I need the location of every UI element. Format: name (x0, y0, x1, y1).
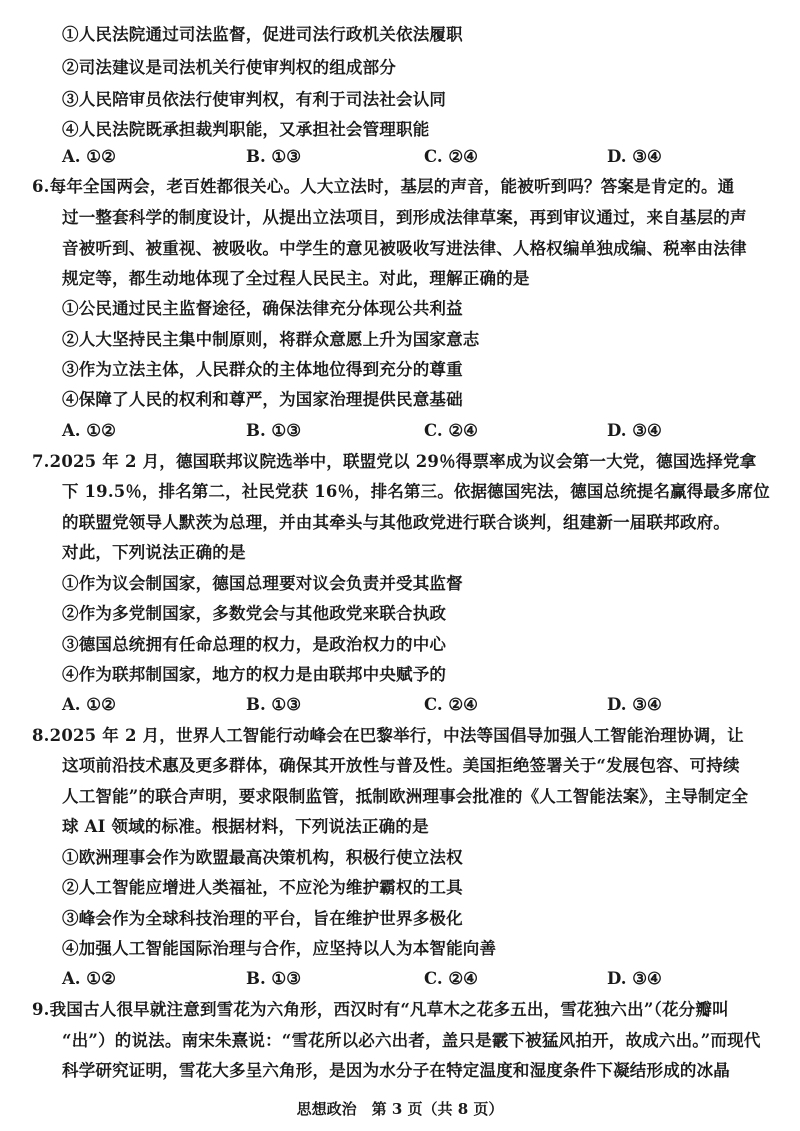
q7-option-3: ③德国总统拥有任命总理的权力，是政治权力的中心 (62, 635, 447, 654)
q7-choice-c: C. ②④ (424, 695, 478, 714)
q6-stem-line-4: 规定等，都生动地体现了全过程人民民主。对此，理解正确的是 (62, 269, 530, 288)
page-footer: 思想政治 第 3 页（共 8 页） (296, 1100, 504, 1118)
q8-choice-c: C. ②④ (424, 969, 478, 988)
q7-stem-line-3: 的联盟党领导人默茨为总理，并由其牵头与其他政党进行联合谈判，组建新一届联邦政府。 (62, 513, 730, 532)
q6-choice-d: D. ③④ (607, 421, 662, 440)
q9-stem-text-1: 我国古人很早就注意到雪花为六角形，西汉时有“凡草木之花多五出，雪花独六出”（花分瓣叫 (49, 1000, 729, 1019)
q8-option-4: ④加强人工智能国际治理与合作，应坚持以人为本智能向善 (62, 939, 497, 958)
q5-choice-d: D. ③④ (607, 147, 662, 166)
q7-number: 7. (32, 452, 50, 471)
q7-stem-line-4: 对此，下列说法正确的是 (62, 543, 246, 562)
q8-stem-line-3: 人工智能”的联合声明，要求限制监管，抵制欧洲理事会批准的《人工智能法案》，主导制定全 (62, 787, 749, 806)
q9-stem-line-2: “出”）的说法。南宋朱熹说：“雪花所以必六出者，盖只是霰下被猛风拍开，故成六出。”而现代 (62, 1031, 761, 1050)
q7-option-1: ①作为议会制国家，德国总理要对议会负责并受其监督 (62, 574, 463, 593)
q9-stem-line-3: 科学研究证明，雪花大多呈六角形，是因为水分子在特定温度和湿度条件下凝结形成的冰晶 (62, 1061, 730, 1080)
q7-option-2: ②作为多党制国家，多数党会与其他政党来联合执政 (62, 604, 447, 623)
q6-choice-c: C. ②④ (424, 421, 478, 440)
q6-choices (62, 420, 762, 442)
q8-choice-b: B. ①③ (246, 969, 302, 988)
q6-option-1: ①公民通过民主监督途径，确保法律充分体现公共利益 (62, 299, 463, 318)
q8-stem-line-2: 这项前沿技术惠及更多群体，确保其开放性与普及性。美国拒绝签署关于“发展包容、可持续 (62, 756, 740, 775)
q9-number: 9. (32, 1000, 50, 1019)
q8-choice-a: A. ①② (62, 969, 116, 988)
q5-option-1: ①人民法院通过司法监督，促进司法行政机关依法履职 (62, 25, 463, 44)
q7-choices (62, 694, 762, 716)
q6-number: 6. (32, 177, 50, 196)
q5-choices (62, 146, 762, 168)
q6-option-2: ②人大坚持民主集中制原则，将群众意愿上升为国家意志 (62, 330, 480, 349)
q6-choice-b: B. ①③ (246, 421, 302, 440)
q6-stem-text-1: 每年全国两会，老百姓都很关心。人大立法时，基层的声音，能被听到吗？答案是肯定的。通 (49, 177, 735, 196)
q7-stem-line-1 (32, 451, 756, 473)
q6-stem-line-2: 过一整套科学的制度设计，从提出立法项目，到形成法律草案，再到审议通过，来自基层的声 (62, 208, 747, 227)
q5-option-2: ②司法建议是司法机关行使审判权的组成部分 (62, 58, 396, 77)
q5-choice-a: A. ①② (62, 147, 116, 166)
q5-choice-b: B. ①③ (246, 147, 302, 166)
q8-stem-line-4: 球 AI 领域的标准。根据材料，下列说法正确的是 (62, 817, 429, 836)
q8-option-3: ③峰会作为全球科技治理的平台，旨在维护世界多极化 (62, 909, 463, 928)
q6-stem-line-1 (32, 176, 734, 198)
q9-stem-line-1 (32, 999, 729, 1021)
q7-option-4: ④作为联邦制国家，地方的权力是由联邦中央赋予的 (62, 665, 447, 684)
q8-stem-line-1 (32, 725, 744, 747)
q6-option-3: ③作为立法主体，人民群众的主体地位得到充分的尊重 (62, 360, 463, 379)
q7-stem-line-2: 下 19.5％，排名第二，社民党获 16％，排名第三。依据德国宪法，德国总统提名赢得最多席位 (62, 482, 770, 501)
q8-option-2: ②人工智能应增进人类福祉，不应沦为维护霸权的工具 (62, 878, 463, 897)
q8-stem-text-1: 2025 年 2 月，世界人工智能行动峰会在巴黎举行，中法等国倡导加强人工智能治理协调，让 (49, 726, 744, 745)
q8-number: 8. (32, 726, 50, 745)
q7-choice-d: D. ③④ (607, 695, 662, 714)
q5-option-4: ④人民法院既承担裁判职能，又承担社会管理职能 (62, 120, 430, 139)
q7-stem-text-1: 2025 年 2 月，德国联邦议院选举中，联盟党以 29％得票率成为议会第一大党，德国选择党拿 (49, 452, 757, 471)
q8-choice-d: D. ③④ (607, 969, 662, 988)
q8-choices (62, 968, 762, 990)
q7-choice-b: B. ①③ (246, 695, 302, 714)
q6-choice-a: A. ①② (62, 421, 116, 440)
q5-option-3: ③人民陪审员依法行使审判权，有利于司法社会认同 (62, 90, 447, 109)
q8-option-1: ①欧洲理事会作为欧盟最高决策机构，积极行使立法权 (62, 848, 463, 867)
q6-option-4: ④保障了人民的权利和尊严，为国家治理提供民意基础 (62, 390, 463, 409)
q7-choice-a: A. ①② (62, 695, 116, 714)
q6-stem-line-3: 音被听到、被重视、被吸收。中学生的意见被吸收写进法律、人格权编单独成编、税率由法律 (62, 239, 747, 258)
q5-choice-c: C. ②④ (424, 147, 478, 166)
